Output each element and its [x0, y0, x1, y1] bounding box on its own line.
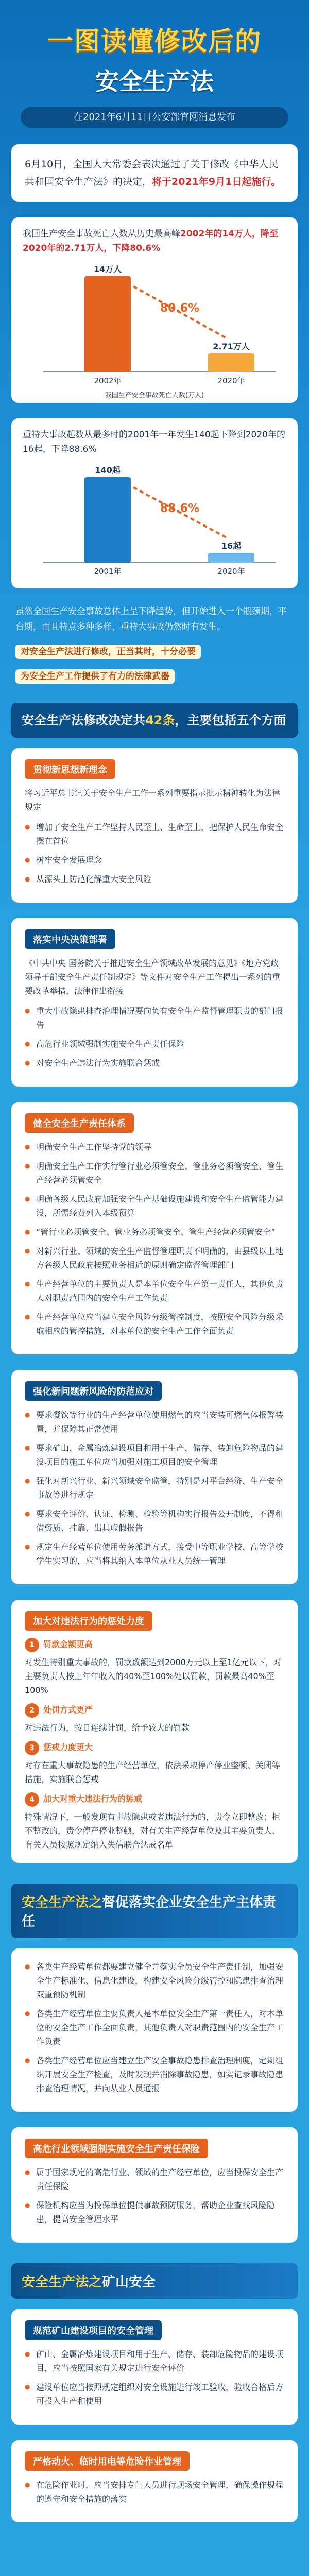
block5-tag: 加大对违法行为的惩处力度	[25, 1611, 152, 1631]
header	[0, 0, 309, 144]
list-item: ● 树牢安全发展理念	[25, 853, 284, 867]
list-item: ● 要求矿山、金属冶炼建设项目和用于生产、储存、装卸危险物品的建设项目的施工单位应当加强对施工项目的安全管理	[25, 1441, 284, 1469]
list-item: ● 保险机构应当为投保单位提供事故预防服务，帮助企业查找风险隐患，提高安全管理水平	[25, 2198, 284, 2226]
block7-card	[11, 2127, 298, 2243]
block1-list	[25, 820, 284, 886]
bar	[208, 353, 254, 372]
lead-text	[25, 156, 284, 191]
block5-card	[11, 1600, 298, 1863]
list-item: ● 对新兴行业、领域的安全生产监督管理职责不明确的，由县级以上地方各级人民政府按照业务相近的原则确定监督管理部门	[25, 1244, 284, 1272]
block2-intro: 《中共中央 国务院关于推进安全生产领域改革发展的意见》《地方党政领导干部安全生产责任制规定》等文件对安全生产工作提出一系列的重要改革举措，法律作出衔接	[25, 958, 281, 996]
chart2-title: 重特大事故起数从最多时的2001年一年发生140起下降到2020年的16起，下降88.6%	[23, 430, 285, 454]
block9-card	[11, 2440, 298, 2522]
block8-list	[25, 2347, 284, 2408]
section1-heading-b: ，主要包括五个方面	[175, 713, 286, 727]
date-bar: 在2021年6月11日公安部官网消息发布	[21, 107, 288, 128]
block9-tag: 严格动火、临时用电等危险作业管理	[25, 2451, 190, 2471]
list-item: ● 从源头上防范化解重大安全风险	[25, 872, 284, 886]
block5-p3-text: 对存在重大事故隐患的生产经营单位，依法采取停产停业整顿、关闭等措施，实施联合惩戒	[25, 1760, 281, 1784]
data-label: 140起	[95, 465, 121, 475]
block5-p4-label: 加大对重大违法行为的惩戒	[43, 1794, 143, 1804]
block4-list	[25, 1408, 284, 1568]
intro-p1: 虽然全国生产安全事故总体上呈下降趋势，但开始进入一个瓶颈期，平台期，而且特点多种多样，重特大事故仍然时有发生。	[15, 606, 287, 632]
chart1-caption: 我国生产安全事故死亡人数(万人)	[105, 392, 204, 399]
block8-card	[11, 2309, 298, 2425]
list-item: ● 明确安全生产工作实行管行业必须管安全、管业务必须管安全、管生产经营必须管安全	[25, 1159, 284, 1187]
x-tick-label: 2020年	[217, 376, 245, 385]
section2-heading	[11, 1884, 298, 1938]
section1-heading-a: 安全生产法修改决定共	[22, 713, 145, 727]
block5-row2	[25, 1703, 284, 1735]
list-item: ● 强化对新兴行业、新兴领域安全监管，特别是对平台经济、生产安全事故等进行规定	[25, 1474, 284, 1502]
bar	[84, 477, 131, 563]
block5-p1-label: 罚款金额更高	[43, 1639, 93, 1649]
block1-tag: 贯彻新思想新理念	[25, 759, 115, 779]
list-item: ● 明确各级人民政府加强安全生产基础设施建设和安全生产监管能力建设，所需经费列入本级预算	[25, 1192, 284, 1220]
list-item: ● 要求安全评价、认证、检测、检验等机构实行报告公开制度，不得租借资质、挂靠、出具虚假报告	[25, 1507, 284, 1535]
section3-heading-a: 安全生产法之	[22, 2275, 102, 2290]
number-badge: 2	[25, 1703, 39, 1718]
number-badge: 4	[25, 1792, 39, 1807]
list-item: ● 矿山、金属冶炼建设项目和用于生产、储存、装卸危险物品的建设项目，应当按照国家有关规定进行安全评价	[25, 2347, 284, 2375]
intro-p3: 为安全生产工作提供了有力的法律武器	[15, 669, 175, 684]
list-item: ● 生产经营单位的主要负责人是本单位安全生产第一责任人，其他负责人对职责范围内的安全生产工作负责	[25, 1277, 284, 1305]
intro-p2-wrap	[15, 644, 294, 659]
data-label: 2.71万人	[213, 341, 250, 351]
section1-heading	[11, 703, 298, 738]
block5-p3-label: 惩戒力度更大	[43, 1742, 93, 1752]
list-item: ● 在危险作业时，应当安排专门人员进行现场安全管理，确保操作规程的遵守和安全措施的落实	[25, 2478, 284, 2506]
chart1-title-a: 我国生产安全事故死亡人数从历史最高峰	[23, 229, 180, 239]
block3-tag: 健全安全生产责任体系	[25, 1113, 134, 1133]
list-item: ● 属于国家规定的高危行业、领域的生产经营单位，应当投保安全生产责任保险	[25, 2165, 284, 2193]
list-item: ● 对安全生产违法行为实施联合惩戒	[25, 1056, 284, 1070]
list-item: ● 增加了安全生产工作坚持人民至上、生命至上，把保护人民生命安全摆在首位	[25, 820, 284, 848]
block7-list	[25, 2165, 284, 2226]
title-line1: 一图读懂修改后的	[47, 26, 262, 56]
list-item: ● 要求餐饮等行业的生产经营单位使用燃气的应当安装可燃气体报警装置，并保障其正常使用	[25, 1408, 284, 1436]
section3-heading	[11, 2263, 298, 2299]
list-item: ● 高危行业领域强制实施安全生产责任保险	[25, 1037, 284, 1051]
block6-card	[11, 1948, 298, 2112]
section3-heading-b: 矿山安全	[102, 2275, 156, 2290]
bar	[84, 276, 131, 372]
chart2-card	[11, 418, 298, 588]
block5-row1	[25, 1638, 284, 1697]
block7-tag: 高危行业领域强制实施安全生产责任保险	[25, 2139, 208, 2158]
lead-text-a: 6月10日，全国人大常委会表决通过了关于修改《中华人民共和国安全生产法》的决定，	[25, 159, 279, 188]
block2-list	[25, 1004, 284, 1070]
block3-list	[25, 1140, 284, 1338]
block5-row3	[25, 1741, 284, 1786]
list-item: ● 明确安全生产工作坚持党的领导	[25, 1140, 284, 1154]
chart1-title-b: 2002年的14万人，降至2020年的2.71万人，下降80.6%	[23, 229, 278, 253]
list-item: ● 各类生产经营单位都要建立健全并落实全员安全生产责任制，加强安全生产标准化、信息化建设，构建安全风险分级管控和隐患排查治理双重预防机制	[25, 1960, 284, 2002]
block2-card	[11, 918, 298, 1087]
lead-text-b: 将于2021年9月1日起施行。	[152, 176, 281, 188]
block4-tag: 强化新问题新风险的防范应对	[25, 1381, 162, 1401]
block5-row4	[25, 1792, 284, 1852]
x-tick-label: 2001年	[94, 567, 122, 576]
block5-p2-text: 对违法行为，按日连续计罚，给予较大的罚款	[25, 1723, 190, 1733]
section1-heading-num: 42条	[145, 713, 175, 727]
block8-tag: 规范矿山建设项目的安全管理	[25, 2320, 162, 2340]
block1-intro: 将习近平总书记关于安全生产工作一系列重要指示批示精神转化为法律规定	[25, 788, 281, 812]
list-item: ● “管行业必须管安全、管业务必须管安全、管生产经营必须管安全”	[25, 1225, 284, 1239]
x-tick-label: 2002年	[94, 376, 122, 385]
x-tick-label: 2020年	[217, 567, 245, 576]
list-item: ● 规定生产经营单位使用劳务派遣方式，接受中等职业学校、高等学校学生实习的，应当将其纳入本单位从业人员统一管理	[25, 1540, 284, 1568]
block4-card	[11, 1370, 298, 1584]
block1-card	[11, 748, 298, 903]
section2-heading-a: 安全生产法之	[22, 1895, 102, 1910]
list-item: ● 各类生产经营单位应当建立生产安全事故隐患排查治理制度，定期组织开展安全生产检查，及时发现并消除事故隐患，如实记录事故隐患排查治理情况，并向从业人员通报	[25, 2054, 284, 2095]
change-label: 88.6%	[160, 502, 200, 515]
chart1-title	[23, 227, 286, 256]
block2-tag: 落实中央决策部署	[25, 929, 115, 949]
data-label: 14万人	[93, 264, 122, 274]
change-label: 80.6%	[160, 301, 200, 315]
chart1-svg	[23, 261, 286, 389]
chart2-svg	[23, 462, 286, 580]
section2-heading-b: 督促落实企业安全生产主体责任	[22, 1895, 277, 1929]
list-item: ● 建设单位应当按照规定组织对安全设施进行竣工验收，验收合格后方可投入生产和使用	[25, 2380, 284, 2408]
intro-p2: 对安全生产法进行修改，正当其时，十分必要	[15, 645, 201, 659]
number-badge: 3	[25, 1741, 39, 1755]
list-item: ● 各类生产经营单位主要负责人是本单位安全生产第一责任人，对本单位的安全生产工作全面负责，其他负责人对职责范围内的安全生产工作负责	[25, 2007, 284, 2048]
block9-list	[25, 2478, 284, 2506]
number-badge: 1	[25, 1638, 39, 1652]
chart1-card	[11, 217, 298, 403]
block5-p4-text: 特殊情况下，一般发现有事故隐患或者违法行为的，责令立即整改；拒不整改的，责令停产停业整顿，对有关生产经营单位及其主要负责人、有关人员按照规定纳入失信联合惩戒名单	[25, 1812, 281, 1850]
intro-p3-wrap	[15, 669, 294, 684]
block5-p1-text: 对发生特别重大事故的，罚款数额达到2000万元以上至1亿元以下，对主要负责人按上年年收入的40%至100%处以罚款，罚款最高40%至100%	[25, 1657, 282, 1695]
data-label: 16起	[221, 541, 242, 551]
title-line2: 安全生产法	[95, 67, 214, 95]
lead-card	[11, 144, 298, 202]
block5-p2-label: 处罚方式更严	[43, 1705, 93, 1715]
list-item: ● 重大事故隐患排查治理情况要向负有安全生产监督管理职责的部门报告	[25, 1004, 284, 1032]
bar	[208, 553, 254, 563]
block3-card	[11, 1102, 298, 1354]
list-item: ● 生产经营单位应当建立安全风险分级管控制度，按照安全风险分级采取相应的管控措施，对本单位的安全生产工作全面负责	[25, 1310, 284, 1338]
block6-list	[25, 1960, 284, 2095]
